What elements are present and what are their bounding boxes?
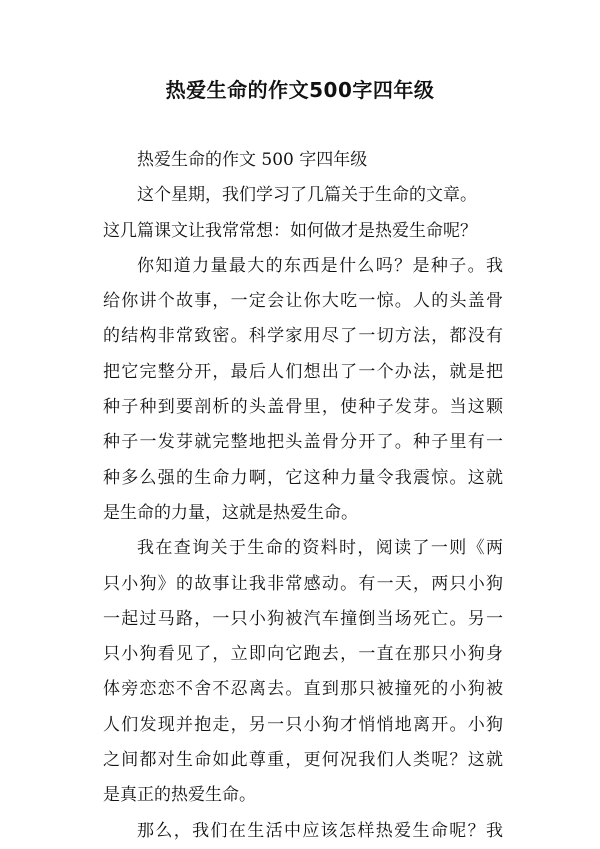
subtitle-line: 热爱生命的作文 500 字四年级 bbox=[137, 150, 368, 170]
paragraph-1-line-2: 这几篇课文让我常常想：如何做才是热爱生命呢？ bbox=[103, 220, 477, 241]
paragraph-3-line-6: 人们发现并抱走，另一只小狗才悄悄地离开。小狗 bbox=[103, 714, 503, 735]
paragraph-2-line-8: 是生命的力量，这就是热爱生命。 bbox=[103, 502, 358, 523]
paragraph-3-line-1: 我在查询关于生命的资料时，阅读了一则《两 bbox=[137, 538, 503, 559]
paragraph-3-line-3: 一起过马路，一只小狗被汽车撞倒当场死亡。另一 bbox=[103, 608, 503, 629]
document-body bbox=[103, 143, 503, 849]
document-title: 热爱生命的作文500字四年级 bbox=[165, 78, 435, 102]
paragraph-4-line-1: 那么，我们在生活中应该怎样热爱生命呢？我 bbox=[137, 820, 503, 841]
paragraph-2-line-3: 的结构非常致密。科学家用尽了一切方法，都没有 bbox=[103, 326, 503, 347]
paragraph-2-line-4: 把它完整分开，最后人们想出了一个办法，就是把 bbox=[103, 361, 503, 382]
paragraph-3-line-8: 是真正的热爱生命。 bbox=[103, 785, 256, 806]
paragraph-2-line-7: 种多么强的生命力啊，它这种力量令我震惊。这就 bbox=[103, 467, 503, 488]
paragraph-3-line-2: 只小狗》的故事让我非常感动。有一天，两只小狗 bbox=[103, 573, 503, 594]
paragraph-2-line-6: 种子一发芽就完整地把头盖骨分开了。种子里有一 bbox=[103, 432, 503, 453]
paragraph-3-line-4: 只小狗看见了，立即向它跑去，一直在那只小狗身 bbox=[103, 644, 503, 665]
paragraph-3-line-7: 之间都对生命如此尊重，更何况我们人类呢？这就 bbox=[103, 750, 503, 771]
paragraph-2-line-1: 你知道力量最大的东西是什么吗？是种子。我 bbox=[137, 255, 503, 276]
paragraph-2-line-5: 种子种到要剖析的头盖骨里，使种子发芽。当这颗 bbox=[103, 397, 503, 418]
paragraph-3-line-5: 体旁恋恋不舍不忍离去。直到那只被撞死的小狗被 bbox=[103, 679, 503, 700]
paragraph-2-line-2: 给你讲个故事，一定会让你大吃一惊。人的头盖骨 bbox=[103, 291, 503, 312]
paragraph-1-line-1: 这个星期，我们学习了几篇关于生命的文章。 bbox=[137, 185, 477, 206]
